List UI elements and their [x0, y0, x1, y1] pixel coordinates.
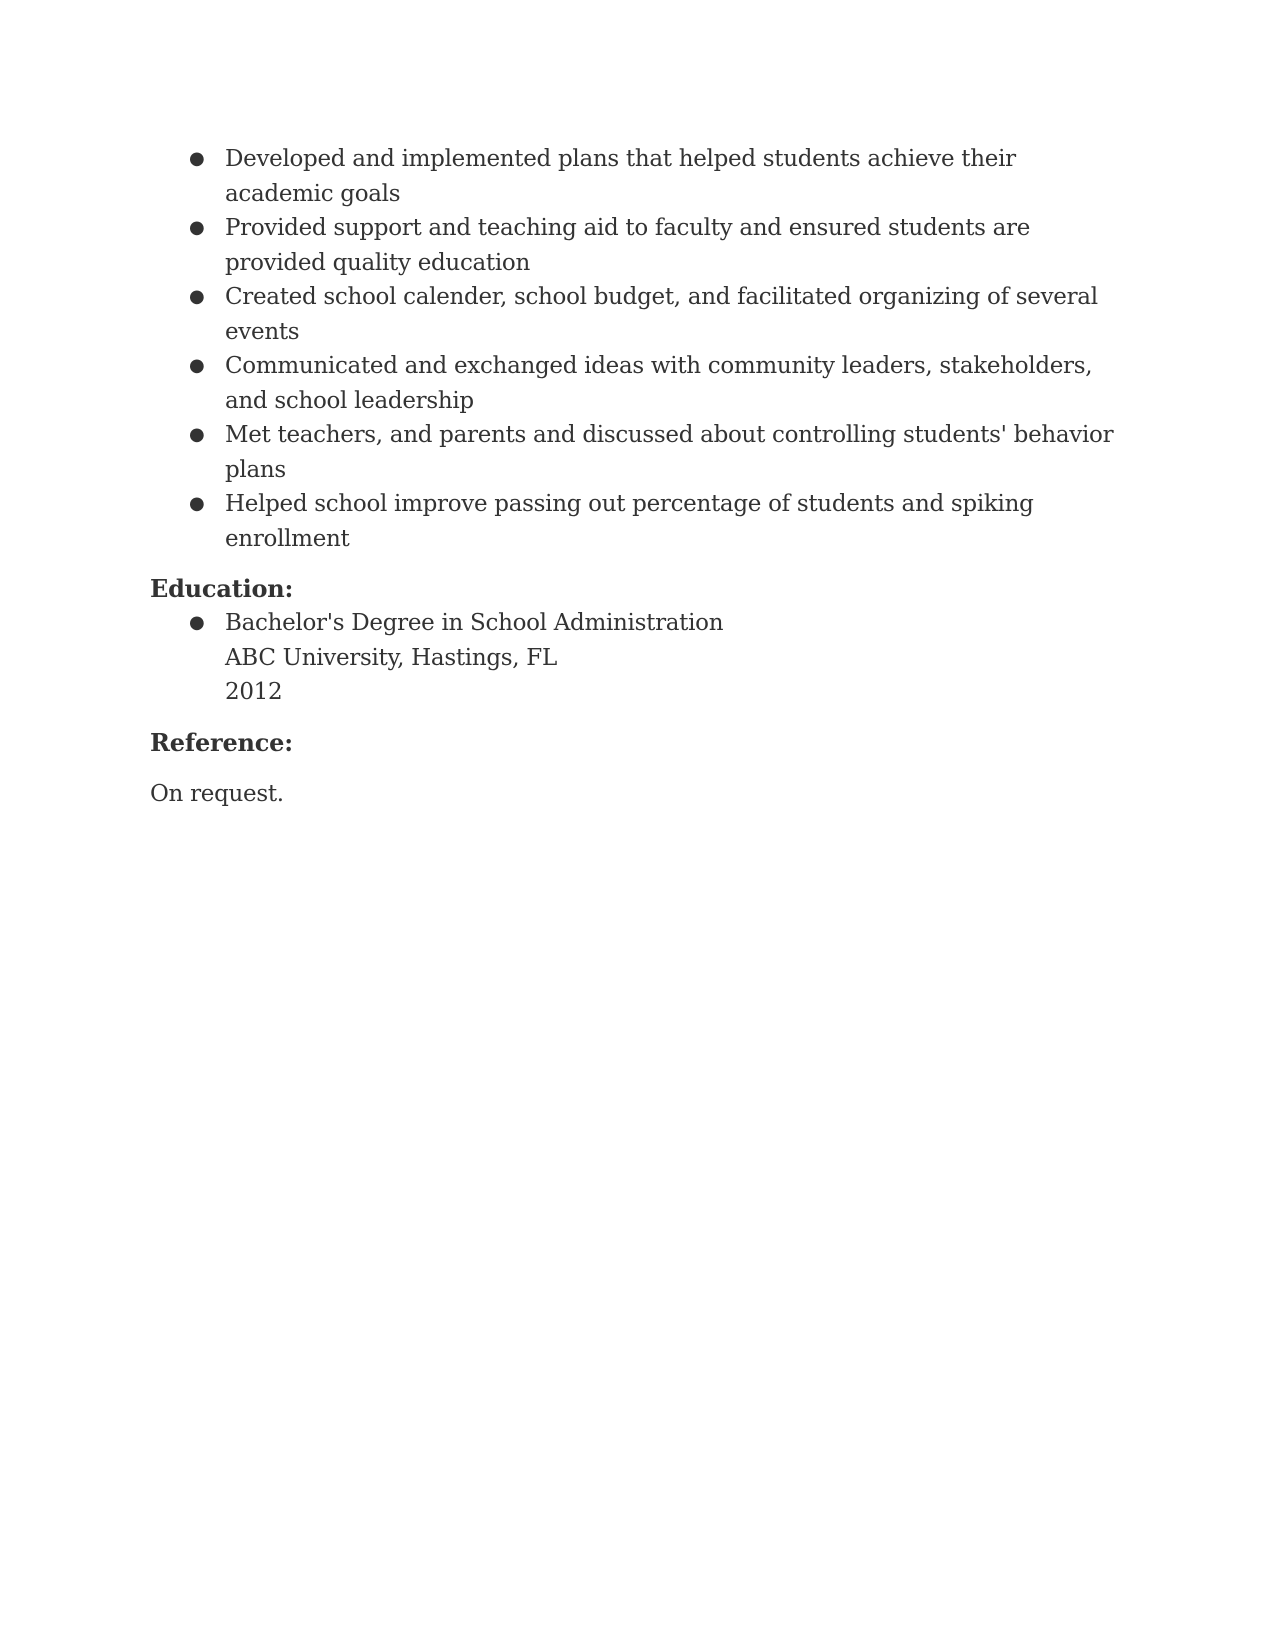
experience-bullet-text: Communicated and exchanged ideas with community leaders, stakeholders, and school leadership: [225, 353, 1093, 414]
graduation-year: 2012: [225, 679, 283, 705]
bullet-icon: ●: [189, 493, 205, 514]
experience-bullet-text: Provided support and teaching aid to faculty and ensured students are provided quality education: [225, 215, 1031, 276]
list-item: [150, 211, 1130, 280]
experience-bullet-text: Created school calender, school budget, and facilitated organizing of several events: [225, 284, 1098, 345]
school-text: ABC University, Hastings, FL: [225, 644, 557, 671]
list-item: [150, 487, 1130, 556]
page-content: [150, 142, 1130, 811]
list-item: [150, 142, 1130, 211]
bullet-icon: ●: [189, 612, 205, 633]
list-item: [150, 418, 1130, 487]
reference-heading: Reference:: [150, 727, 293, 757]
list-item: [150, 280, 1130, 349]
experience-bullet-text: Developed and implemented plans that helped students achieve their academic goals: [225, 146, 1016, 207]
bullet-icon: ●: [189, 217, 205, 238]
experience-list: [150, 142, 1130, 556]
bullet-icon: ●: [189, 424, 205, 445]
reference-text: On request.: [150, 780, 284, 807]
list-item: [150, 349, 1130, 418]
bullet-icon: ●: [189, 148, 205, 169]
experience-bullet-text: Helped school improve passing out percentage of students and spiking enrollment: [225, 491, 1034, 552]
education-heading: Education:: [150, 574, 294, 603]
list-item: [150, 606, 1130, 710]
bullet-icon: ●: [189, 355, 205, 376]
experience-bullet-text: Met teachers, and parents and discussed about controlling students' behavior plans: [225, 422, 1114, 483]
degree-text: Bachelor's Degree in School Administration: [225, 610, 724, 636]
education-list: [150, 606, 1130, 710]
bullet-icon: ●: [189, 286, 205, 307]
